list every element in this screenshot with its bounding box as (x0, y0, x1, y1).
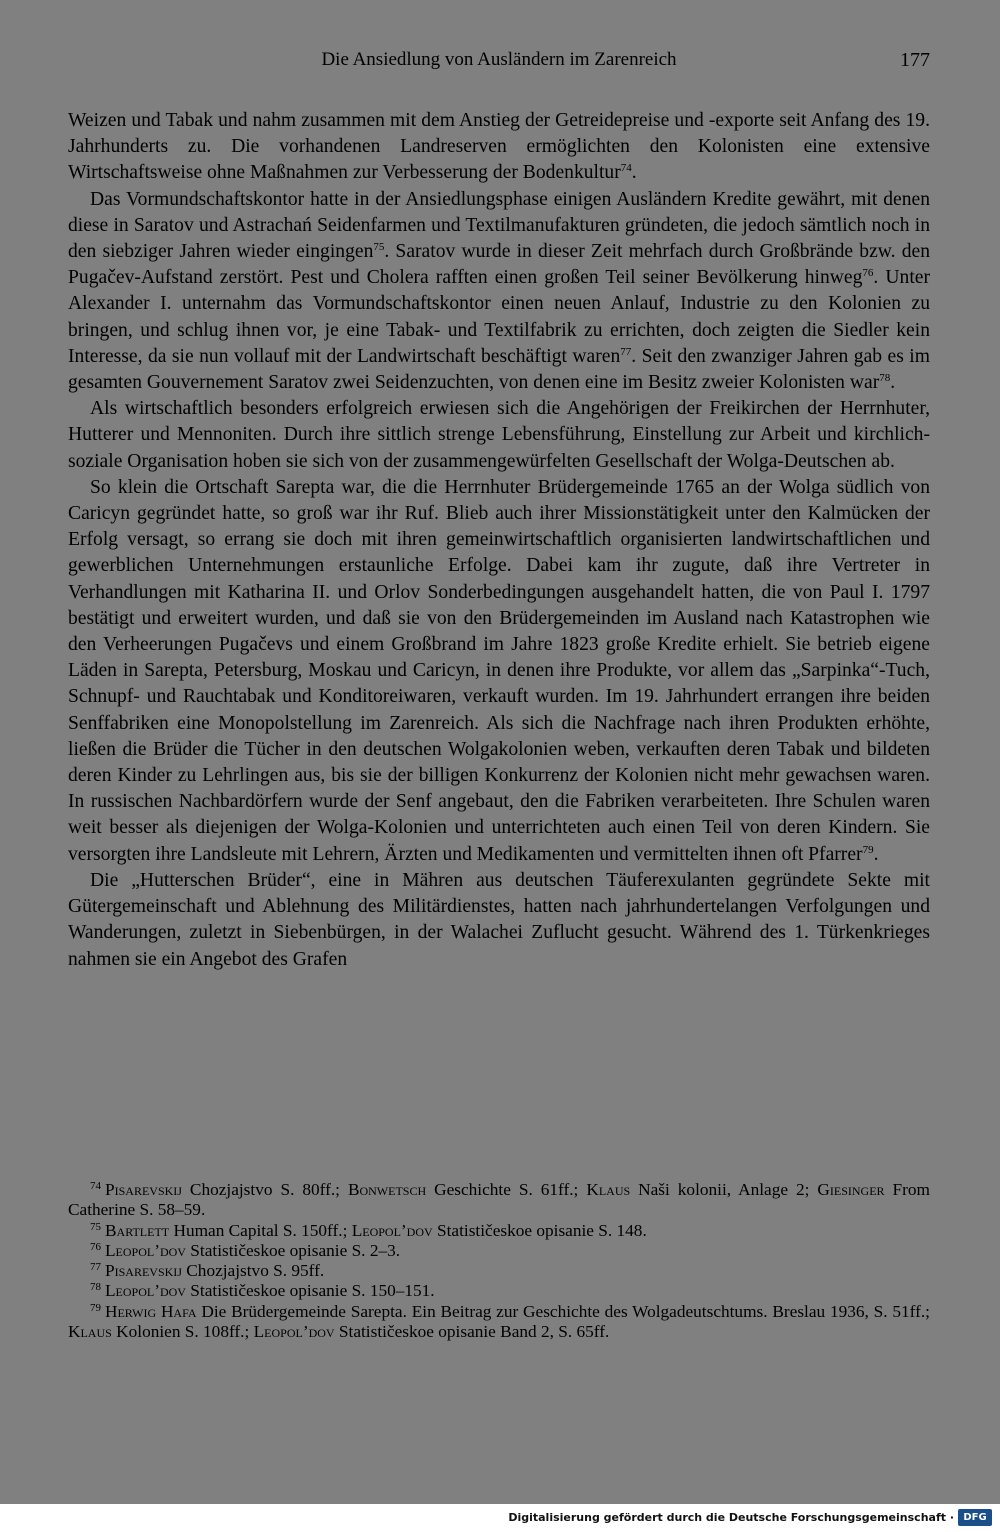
footnote (68, 1221, 930, 1241)
citation-text: Die Brüdergemeinde Sarepta. Ein Beitrag zur Geschichte des Wolgadeutschtums. Breslau 1936, S. 51ff.; (196, 1301, 930, 1321)
citation-text: Human Capital S. 150ff.; (169, 1220, 352, 1240)
author-name: Pisarevskij (105, 1180, 182, 1199)
author-name: Giesinger (817, 1180, 885, 1199)
author-name: Bonwetsch (347, 1180, 427, 1199)
citation-text: Geschichte S. 61ff.; (426, 1180, 587, 1199)
paragraph-tail: . (873, 843, 879, 865)
footnote-marker: 77 (620, 345, 632, 358)
digitization-footer (0, 1504, 1000, 1532)
footnote-number: 76 (90, 1240, 101, 1253)
footnote-number: 79 (90, 1301, 101, 1314)
footnote-number: 74 (90, 1180, 101, 1192)
author-name: Leopol’dov (105, 1240, 186, 1260)
body-text (68, 108, 930, 973)
paragraph (68, 396, 930, 475)
footnote (68, 1180, 930, 1221)
footnote-number: 75 (90, 1220, 101, 1233)
paragraph-text: So klein die Ortschaft Sarepta war, die die Herrnhuter Brüdergemeinde 1765 an der Wolga südlich von Caricyn gegründet hatte, so groß war ihr Ruf. Blieb auch ihrer Missionstätigkeit unter den Kalmücken der Erfolg versagt, so errang sie doch mit ihren gemeinwirtschaftlich organisierten landwirtschaftlichen und gewerblichen Unternehmungen erstaunliche Erfolge. Dabei kam ihr zugute, daß ihre Vertreter in Verhandlungen mit Katharina II. und Orlov Sonderbedingungen ausgehandelt hatten, die von Paul I. 1797 bestätigt und erweitert wurden, und daß sie von den Brüdergemeinden im Ausland nach Katastrophen wie den Verheerungen Pugačevs und einem Großbrand im Jahre 1823 große Kredite erhielt. Sie betrieb eigene Läden in Sarepta, Petersburg, Moskau und Caricyn, in denen ihre Produkte, vor allem das „Sarpinka“-Tuch, Schnupf- und Rauchtabak und Konditoreiwaren, verkauft wurden. Im 19. Jahrhundert errangen ihre beiden Senffabriken eine Monopolstellung im Zarenreich. Als sich die Nachfrage nach ihren Produkten erhöhte, ließen die Brüder die Tücher in den deutschen Wolgakolonien weben, verkauften deren Tabak und bildeten deren Kinder zu Lehrlingen aus, bis sie der billigen Konkurrenz der Kolonien nicht mehr gewachsen waren. In russischen Nachbardörfern wurde der Senf angebaut, den die Fabriken verarbeiteten. Ihre Schulen waren weit besser als diejenigen der Wolga-Kolonien und unterrichteten auch einen Teil von deren Kindern. Sie versorgten ihre Landsleute mit Lehrern, Ärzten und Medikamenten und vermittelten ihnen oft Pfarrer (68, 476, 930, 865)
author-name: Bartlett (105, 1220, 170, 1240)
dfg-logo: DFG (958, 1509, 992, 1526)
paragraph-text: Das Vormundschaftskontor hatte in der Ansiedlungsphase einigen Ausländern Kredite gewährt, mit denen diese in Saratov und Astrachań Seidenfarmen und Textilmanufakturen gründeten, die jedoch sämtlich noch in den siebziger Jahren wieder eingingen (68, 188, 930, 263)
footnote-number: 78 (90, 1281, 101, 1294)
digitization-note: Digitalisierung gefördert durch die Deutsche Forschungsgemeinschaft · (508, 1511, 954, 1524)
author-name: Klaus (586, 1180, 631, 1199)
page-number: 177 (900, 49, 930, 71)
author-name: Leopol’dov (351, 1220, 433, 1240)
author-name: Leopol’dov (253, 1322, 335, 1342)
footnote-marker: 76 (862, 267, 874, 280)
running-title: Die Ansiedlung von Ausländern im Zarenreich (321, 49, 677, 70)
footnotes (68, 1180, 930, 1342)
paragraph-text: Weizen und Tabak und nahm zusammen mit dem Anstieg der Getreidepreise und -exporte seit Anfang des 19. Jahrhunderts zu. Die vorhandenen Landreserven ermöglichten den Kolonisten eine extensive Wirtschaftsweise ohne Maßnahmen zur Verbesserung der Bodenkultur (68, 110, 930, 184)
footnote-marker: 79 (862, 843, 874, 856)
footnote (68, 1302, 930, 1343)
running-head (68, 44, 930, 76)
footnote (68, 1281, 930, 1301)
paragraph-text: . Seit den zwanziger Jahren gab es im gesamten Gouvernement Saratov zwei Seidenzuchten, von denen eine im Besitz zweier Kolonisten war (68, 345, 930, 394)
citation-text: Statističeskoe opisanie S. 2–3. (185, 1240, 401, 1260)
citation-text: From Catherine S. 58–59. (68, 1180, 930, 1220)
footnote (68, 1241, 930, 1261)
citation-text: Kolonien S. 108ff.; (111, 1322, 254, 1342)
author-name: Herwig Hafa (105, 1301, 197, 1321)
footnote-marker: 78 (879, 372, 891, 385)
citation-text: Statističeskoe opisanie S. 150–151. (185, 1281, 435, 1301)
footnote (68, 1261, 930, 1281)
paragraph-text: Als wirtschaftlich besonders erfolgreich erwiesen sich die Angehörigen der Freikirchen der Herrnhuter, Hutterer und Mennoniten. Durch ihre sittlich strenge Lebensführung, Einstellung zur Arbeit und kirchlich-soziale Organisation hoben sie sich von der zusammengewürfelten Gesellschaft der Wolga-Deutschen ab. (68, 398, 930, 472)
citation-text: Statističeskoe opisanie Band 2, S. 65ff. (334, 1322, 610, 1342)
citation-text: Naši kolonii, Anlage 2; (630, 1180, 818, 1199)
citation-text: Chozjajstvo S. 95ff. (181, 1261, 325, 1281)
footnote-marker: 75 (373, 241, 385, 254)
paragraph-text: Die „Hutterschen Brüder“, eine in Mähren aus deutschen Täuferexulanten gegründete Sekte mit Gütergemeinschaft und Ablehnung des Militärdienstes, hatten nach jahrhundertelangen Verfolgungen und Wanderungen, zuletzt in Siebenbürgen, in der Walachei Zuflucht gesucht. Während des 1. Türkenkrieges nahmen sie ein Angebot des Grafen (68, 869, 930, 970)
citation-text: Chozjajstvo S. 80ff.; (181, 1180, 348, 1199)
author-name: Pisarevskij (105, 1261, 182, 1281)
citation-text: Statističeskoe opisanie S. 148. (432, 1220, 647, 1240)
paragraph-text: . Unter Alexander I. unternahm das Vormundschaftskontor einen neuen Anlauf, Industrie zu den Kolonien zu bringen, und schlug ihnen vor, je eine Tabak- und Textilfabrik zu errichten, doch zeigten die Siedler kein Interesse, da sie nun vollauf mit der Landwirtschaft beschäftigt waren (68, 267, 931, 367)
footnote-number: 77 (90, 1261, 101, 1274)
paragraph-text: . Saratov wurde in dieser Zeit mehrfach durch Großbrände bzw. den Pugačev-Aufstand zerstört. Pest und Cholera rafften einen großen Teil seiner Bevölkerung hinweg (68, 241, 930, 289)
paragraph-text: . (890, 372, 896, 394)
author-name: Leopol’dov (105, 1281, 186, 1301)
footnote-marker: 74 (620, 162, 632, 175)
author-name: Klaus (68, 1322, 112, 1342)
paragraph (68, 868, 930, 973)
paragraph-tail: . (631, 162, 637, 184)
paragraph (68, 475, 930, 868)
paragraph (68, 108, 930, 187)
paragraph (68, 187, 930, 397)
